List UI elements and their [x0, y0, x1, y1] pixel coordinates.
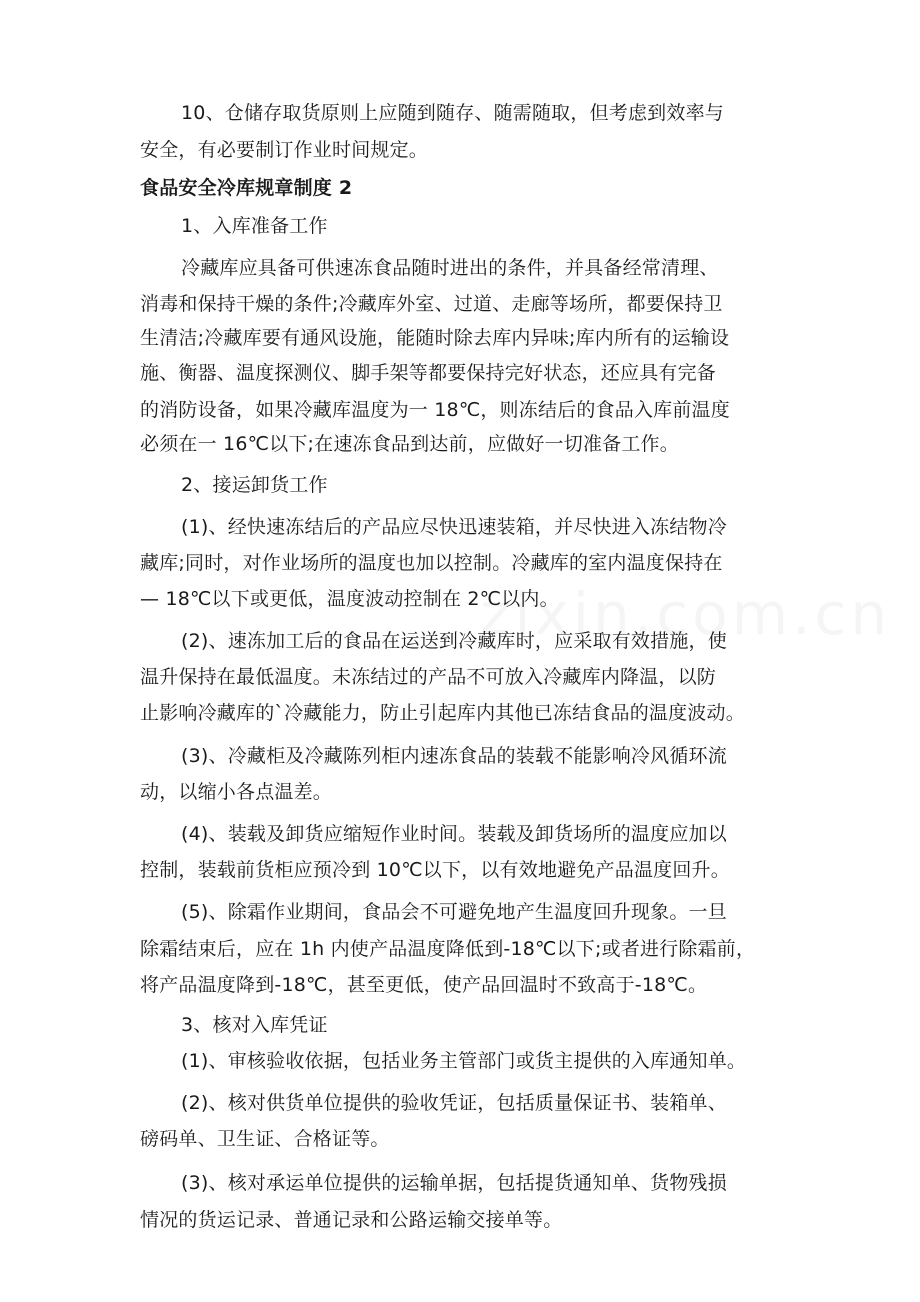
paragraph-line: (3)、核对承运单位提供的运输单据，包括提货通知单、货物残损 [181, 1172, 727, 1194]
paragraph-line: 1、入库准备工作 [181, 215, 328, 237]
paragraph-line: 2、接运卸货工作 [181, 474, 328, 496]
paragraph-line: 10、仓储存取货原则上应随到随存、随需随取，但考虑到效率与 [181, 102, 724, 124]
paragraph-line: 冷藏库应具备可供速冻食品随时进出的条件，并具备经常清理、 [181, 257, 719, 279]
paragraph-line: 施、衡器、温度探测仪、脚手架等都要保持完好状态，还应具有完备 [140, 362, 717, 384]
paragraph-line: 磅码单、卫生证、合格证等。 [140, 1128, 390, 1150]
paragraph-line: 3、核对入库凭证 [181, 1014, 328, 1036]
paragraph-line: (2)、速冻加工后的食品在运送到冷藏库时，应采取有效措施，使 [181, 630, 727, 652]
paragraph-line: (3)、冷藏柜及冷藏陈列柜内速冻食品的装载不能影响冷风循环流 [181, 745, 727, 767]
paragraph-line: 的消防设备，如果冷藏库温度为一 18℃，则冻结后的食品入库前温度 [140, 399, 730, 421]
paragraph-line: (4)、装载及卸货应缩短作业时间。装载及卸货场所的温度应加以 [181, 823, 727, 845]
paragraph-line: (2)、核对供货单位提供的验收凭证，包括质量保证书、装箱单、 [181, 1092, 727, 1114]
paragraph-line: 温升保持在最低温度。未冻结过的产品不可放入冷藏库内降温，以防 [140, 666, 717, 688]
paragraph-line: (5)、除霜作业期间，食品会不可避免地产生温度回升现象。一旦 [181, 901, 727, 923]
section-heading: 食品安全冷库规章制度 2 [140, 177, 353, 199]
paragraph-line: (1)、经快速冻结后的产品应尽快迅速装箱，并尽快进入冻结物冷 [181, 516, 727, 538]
paragraph-line: 安全，有必要制订作业时间规定。 [140, 139, 429, 161]
paragraph-line: 情况的货运记录、普通记录和公路运输交接单等。 [140, 1209, 563, 1231]
paragraph-line: 除霜结束后，应在 1h 内使产品温度降低到-18℃以下;或者进行除霜前， [140, 938, 756, 960]
paragraph-line: 消毒和保持干燥的条件;冷藏库外室、过道、走廊等场所，都要保持卫 [140, 293, 723, 315]
paragraph-line: 生清洁;冷藏库要有通风设施，能随时除去库内异味;库内所有的运输设 [140, 327, 730, 349]
paragraph-line: 将产品温度降到-18℃，甚至更低，使产品回温时不致高于-18℃。 [140, 974, 708, 996]
paragraph-line: 动，以缩小各点温差。 [140, 781, 333, 803]
paragraph-line: (1)、审核验收依据，包括业务主管部门或货主提供的入库通知单。 [181, 1050, 747, 1072]
paragraph-line: — 18℃以下或更低，温度波动控制在 2℃以内。 [140, 588, 559, 610]
paragraph-line: 藏库;同时，对作业场所的温度也加以控制。冷藏库的室内温度保持在 [140, 552, 723, 574]
paragraph-line: 控制，装载前货柜应预冷到 10℃以下，以有效地避免产品温度回升。 [140, 859, 730, 881]
paragraph-line: 止影响冷藏库的`冷藏能力，防止引起库内其他已冻结食品的温度波动。 [140, 702, 745, 724]
paragraph-line: 必须在一 16℃以下;在速冻食品到达前，应做好一切准备工作。 [140, 433, 679, 455]
